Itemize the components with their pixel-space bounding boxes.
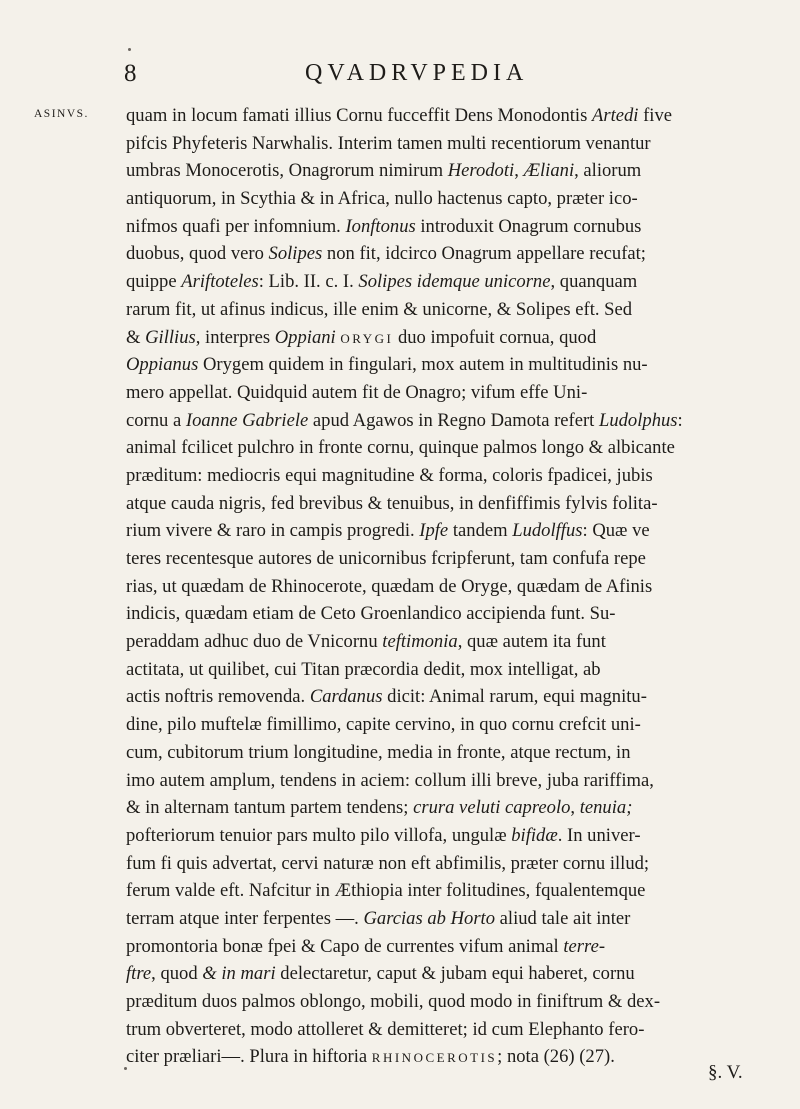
italic-name: Herodoti (447, 160, 515, 182)
italic-name: & in mari (202, 963, 276, 985)
text-segment: fum fi quis advertat, cervi naturæ non eft abfimilis, præter cornu illud; (126, 852, 650, 874)
text-segment: promontoria bonæ fpei & Capo de currentes vifum animal (126, 935, 564, 957)
text-segment: pofteriorum tenuior pars multo pilo villofa, ungulæ (126, 824, 512, 846)
italic-name: Oppianus (126, 354, 199, 376)
text-segment: : Quæ ve (582, 520, 650, 542)
text-line (126, 517, 778, 545)
italic-name: Ioanne Gabriele (185, 409, 309, 431)
italic-name: Cardanus (309, 686, 383, 708)
text-line (126, 683, 778, 711)
text-line (126, 822, 778, 850)
text-segment: mero appellat. Quidquid autem fit de Onagro; vifum effe Uni- (126, 381, 588, 403)
italic-name: Oppiani (274, 326, 336, 348)
text-segment: quippe (126, 271, 182, 293)
text-line (126, 324, 778, 352)
text-line (126, 434, 778, 462)
text-segment: . In univer- (557, 824, 641, 846)
italic-name: Artedi (591, 105, 639, 126)
body-text (126, 102, 778, 1071)
text-segment: : Lib. II. c. I. (258, 271, 359, 293)
italic-name: Ludolphus (599, 409, 678, 431)
text-segment: peraddam adhuc duo de Vnicornu (126, 631, 383, 653)
italic-name: Garcias ab Horto (363, 907, 496, 929)
text-segment: , aliorum (574, 160, 642, 182)
text-segment: nifmos quafi per infomnium. (126, 215, 346, 237)
text-line (126, 462, 778, 490)
text-line (126, 850, 778, 878)
text-segment: , interpres (195, 326, 275, 348)
text-segment: ferum valde eft. Nafcitur in Æthiopia inter folitudines, fqualentemque (126, 880, 646, 902)
text-segment: antiquorum, in Scythia & in Africa, nullo hactenus capto, præter ico- (126, 188, 638, 210)
italic-name: Ariftoteles (181, 271, 259, 293)
italic-name: ftre (126, 963, 152, 985)
text-segment: cornu a (126, 409, 186, 431)
italic-name: Ludolffus (512, 520, 583, 542)
text-segment: dine, pilo muftelæ fimillimo, capite cervino, in quo cornu crefcit uni- (126, 714, 641, 736)
text-line (126, 767, 778, 795)
text-segment: teres recentesque autores de unicornibus fcripferunt, tam confufa repe (126, 548, 646, 569)
text-segment: apud Agawos in Regno Damota refert (308, 409, 599, 431)
text-segment: imo autem amplum, tendens in aciem: collum illi breve, juba rariffima, (126, 769, 654, 791)
text-segment: duobus, quod vero (126, 243, 269, 265)
text-segment: , quod (151, 963, 203, 985)
text-line (126, 157, 778, 185)
italic-name: teftimonia (382, 631, 458, 653)
text-segment: & (126, 326, 146, 348)
small-caps-reference: ORYGI (340, 330, 394, 346)
text-line (126, 600, 778, 628)
text-line (126, 1043, 778, 1071)
italic-name: bifidæ (511, 824, 558, 846)
text-segment: : (677, 409, 683, 431)
text-segment: actis noftris removenda. (126, 686, 310, 708)
text-line (126, 1016, 778, 1044)
text-segment: rias, ut quædam de Rhinocerote, quædam de Oryge, quædam de Afinis (126, 575, 653, 597)
text-segment: umbras Monocerotis, Onagrorum nimirum (126, 160, 448, 182)
text-segment: quam in locum famati illius Cornu fucceffit Dens Monodontis (126, 105, 592, 126)
text-segment: five (638, 105, 673, 126)
text-line (126, 490, 778, 518)
italic-name: Æliani (523, 160, 575, 182)
text-segment: non fit, idcirco Onagrum appellare recufat; (322, 243, 646, 265)
text-segment: , quæ autem ita funt (457, 631, 606, 653)
italic-name: Ipfe (419, 520, 449, 542)
text-line (126, 296, 778, 324)
text-segment: , (570, 797, 580, 819)
text-line (126, 960, 778, 988)
text-line (126, 102, 778, 130)
text-line (126, 130, 778, 158)
text-segment: præditum duos palmos oblongo, mobili, quod modo in finiftrum & dex- (126, 991, 661, 1012)
text-segment: tandem (448, 520, 513, 542)
text-line (126, 628, 778, 656)
text-segment: & in alternam tantum partem tendens; (126, 797, 414, 819)
text-segment: actitata, ut quilibet, cui Titan præcordia dedit, mox intelligat, ab (126, 658, 601, 680)
italic-name: crura veluti capreolo (413, 797, 571, 819)
text-line (126, 268, 778, 296)
ink-speck (124, 1067, 127, 1070)
ink-speck (128, 48, 131, 51)
running-title: QVADRVPEDIA (305, 60, 529, 86)
text-line (126, 656, 778, 684)
text-line (126, 988, 778, 1016)
text-line (126, 351, 778, 379)
text-line (126, 739, 778, 767)
text-segment: animal fcilicet pulchro in fronte cornu, quinque palmos longo & albicante (126, 437, 675, 459)
text-line (126, 573, 778, 601)
text-segment: delectaretur, caput & jubam equi haberet, cornu (275, 963, 635, 985)
text-line (126, 545, 778, 573)
text-segment: terram atque inter ferpentes —. (126, 907, 364, 929)
text-segment: duo impofuit cornua, quod (393, 326, 597, 348)
text-line (126, 711, 778, 739)
text-segment: , (514, 160, 524, 182)
text-line (126, 933, 778, 961)
small-caps-reference: RHINOCEROTIS (371, 1050, 498, 1066)
catchword: §. V. (708, 1062, 743, 1083)
italic-name: Ionftonus (345, 215, 416, 237)
text-segment: ; nota (26) (27). (497, 1046, 615, 1068)
text-line (126, 877, 778, 905)
text-line (126, 213, 778, 241)
italic-name: Solipes idemque unicorne (358, 271, 551, 293)
text-segment: rium vivere & raro in campis progredi. (126, 520, 420, 542)
text-segment: , quanquam (550, 271, 638, 293)
text-segment: introduxit Onagrum cornubus (415, 215, 642, 237)
text-line (126, 407, 778, 435)
text-segment: atque cauda nigris, fed brevibus & tenuibus, in denfiffimis fylvis folita- (126, 492, 658, 514)
text-line (126, 240, 778, 268)
text-line (126, 905, 778, 933)
text-segment: rarum fit, ut afinus indicus, ille enim & unicorne, & Solipes eft. Sed (126, 298, 633, 320)
page-number: 8 (124, 60, 137, 87)
text-segment: cum, cubitorum trium longitudine, media in fronte, atque rectum, in (126, 741, 631, 763)
italic-name: tenuia; (579, 797, 633, 819)
text-segment: pifcis Phyfeteris Narwhalis. Interim tamen multi recentiorum venantur (126, 132, 651, 154)
text-segment: indicis, quædam etiam de Ceto Groenlandico accipienda funt. Su- (126, 603, 616, 625)
text-segment: dicit: Animal rarum, equi magnitu- (382, 686, 647, 708)
text-line (126, 185, 778, 213)
text-segment: citer præliari—. Plura in hiftoria (126, 1046, 372, 1068)
text-segment: aliud tale ait inter (495, 907, 631, 929)
italic-name: terre- (563, 935, 606, 957)
text-line (126, 379, 778, 407)
italic-name: Solipes (268, 243, 323, 265)
text-segment: trum obverteret, modo attolleret & demitteret; id cum Elephanto fero- (126, 1018, 645, 1040)
italic-name: Gillius (145, 326, 196, 348)
text-segment: præditum: mediocris equi magnitudine & forma, coloris fpadicei, jubis (126, 464, 653, 486)
text-segment: Orygem quidem in fingulari, mox autem in multitudinis nu- (198, 354, 648, 376)
margin-note: ASINVS. (34, 108, 89, 120)
text-line (126, 794, 778, 822)
page-header (0, 60, 800, 96)
